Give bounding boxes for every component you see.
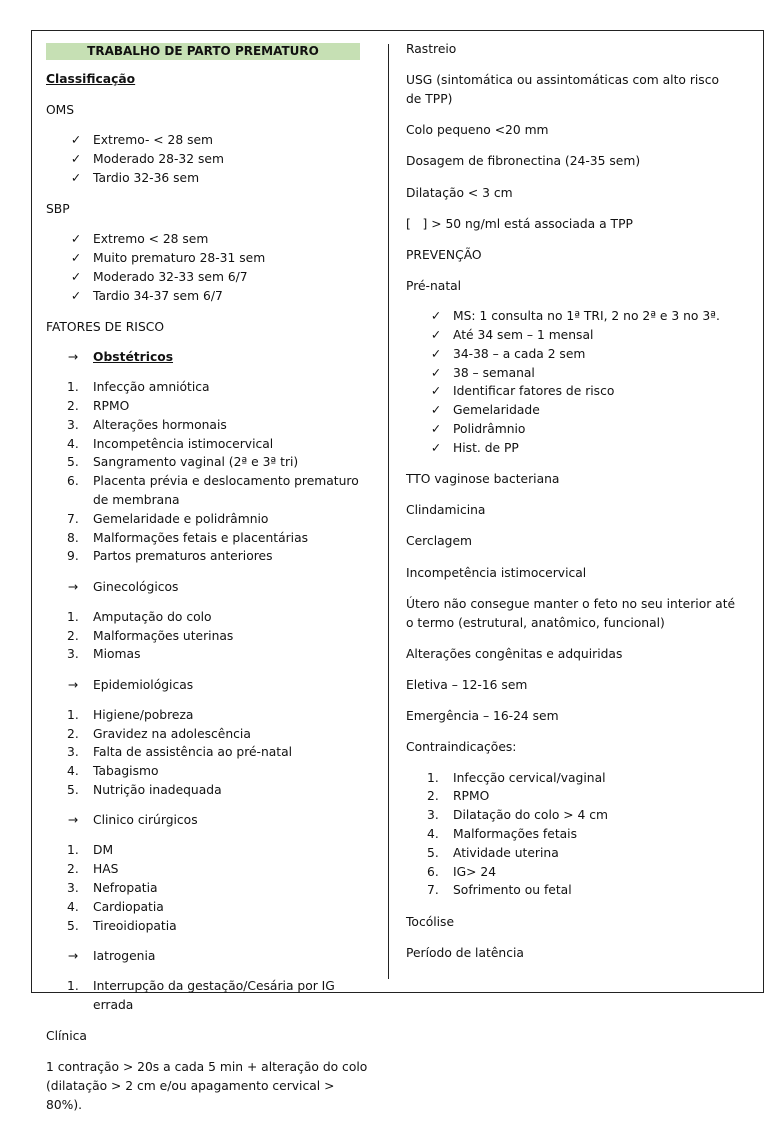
text-clindamicina: Clindamicina — [406, 503, 486, 518]
text-incompetencia: Incompetência istimocervical — [406, 565, 587, 580]
group-epidemiologicas: → Epidemiológicas — [46, 676, 372, 695]
list-item-text: Malformações uterinas — [93, 628, 234, 643]
list-number: 3. — [67, 745, 79, 760]
list-number: 2. — [427, 789, 439, 804]
list-number: 2. — [67, 862, 79, 877]
list-item-text: 34-38 – a cada 2 sem — [453, 346, 586, 361]
list-item-text: RPMO — [453, 789, 490, 804]
list-item — [46, 608, 372, 627]
list-item — [406, 787, 736, 806]
list-number: 3. — [427, 808, 439, 823]
left-column — [46, 40, 372, 1127]
text-emergencia: Emergência – 16-24 sem — [406, 709, 559, 724]
list-item-text: Infecção amniótica — [93, 380, 210, 395]
check-icon: ✓ — [70, 251, 82, 266]
list-item-text: Miomas — [93, 647, 141, 662]
list-item — [46, 249, 372, 268]
list-item-text: Tardio 32-36 sem — [93, 170, 200, 185]
list-item-text: Gemelaridade e polidrâmnio — [93, 511, 269, 526]
list-item — [46, 860, 372, 879]
check-icon: ✓ — [70, 232, 82, 247]
list-item-text: Gemelaridade — [453, 403, 540, 418]
text-concentracao: [ ] > 50 ng/ml está associada a TPP — [406, 216, 633, 231]
check-icon: ✓ — [70, 269, 82, 284]
list-number: 8. — [67, 530, 79, 545]
list-item — [406, 307, 736, 326]
list-number: 5. — [67, 918, 79, 933]
list-item-text: Falta de assistência ao pré-natal — [93, 745, 293, 760]
text-alteracoes: Alterações congênitas e adquiridas — [406, 646, 623, 661]
list-item-text: Malformações fetais e placentárias — [93, 530, 309, 545]
list-item — [46, 169, 372, 188]
list-number: 6. — [427, 864, 439, 879]
text-dilatacao: Dilatação < 3 cm — [406, 185, 513, 200]
list-item — [406, 825, 736, 844]
contraindicacoes-list — [406, 769, 736, 901]
list-item-text: Identificar fatores de risco — [453, 384, 615, 399]
list-number: 5. — [67, 455, 79, 470]
check-icon: ✓ — [430, 346, 442, 361]
list-item — [406, 881, 736, 900]
list-item-text: Extremo < 28 sem — [93, 232, 209, 247]
list-item-text: Nefropatia — [93, 880, 158, 895]
list-item — [46, 230, 372, 249]
check-icon: ✓ — [430, 422, 442, 437]
list-item-text: Hist. de PP — [453, 440, 519, 455]
list-item — [406, 326, 736, 345]
arrow-right-icon: → — [68, 579, 79, 594]
check-icon: ✓ — [430, 365, 442, 380]
list-item-text: Partos prematuros anteriores — [93, 549, 273, 564]
list-item — [46, 781, 372, 800]
list-number: 1. — [427, 770, 439, 785]
text-colo: Colo pequeno <20 mm — [406, 123, 549, 138]
group-clinico-cirurgicos: → Clinico cirúrgicos — [46, 811, 372, 830]
list-item — [46, 268, 372, 287]
group-iatrogenia: → Iatrogenia — [46, 947, 372, 966]
list-item — [406, 863, 736, 882]
list-item — [46, 287, 372, 306]
heading-fatores-de-risco: FATORES DE RISCO — [46, 319, 165, 334]
heading-tocolise: Tocólise — [406, 914, 455, 929]
arrow-right-icon: → — [68, 948, 79, 963]
list-item — [46, 841, 372, 860]
list-item — [46, 150, 372, 169]
list-item — [46, 547, 372, 566]
heading-clinica: Clínica — [46, 1028, 87, 1043]
list-item — [406, 844, 736, 863]
list-item-text: Tardio 34-37 sem 6/7 — [93, 288, 223, 303]
prenatal-list — [406, 307, 736, 457]
list-item-text: Alterações hormonais — [93, 417, 227, 432]
list-item — [406, 345, 736, 364]
list-item — [46, 725, 372, 744]
list-number: 1. — [67, 707, 79, 722]
list-number: 3. — [67, 417, 79, 432]
list-item-text: Moderado 32-33 sem 6/7 — [93, 269, 248, 284]
list-item — [46, 378, 372, 397]
list-item-text: Malformações fetais — [453, 826, 578, 841]
check-icon: ✓ — [70, 170, 82, 185]
list-item — [46, 472, 372, 510]
list-item — [46, 416, 372, 435]
text-usg: USG (sintomática ou assintomáticas com alto risco de TPP) — [406, 73, 719, 106]
list-item-text: Atividade uterina — [453, 845, 559, 860]
list-number: 1. — [67, 609, 79, 624]
list-item-text: Até 34 sem – 1 mensal — [453, 328, 594, 343]
list-number: 2. — [67, 399, 79, 414]
iatrogenia-list — [46, 977, 372, 1015]
list-item-text: DM — [93, 843, 114, 858]
check-icon: ✓ — [430, 328, 442, 343]
list-number: 1. — [67, 380, 79, 395]
clinico-list — [46, 841, 372, 935]
list-item — [406, 806, 736, 825]
text-latencia: Período de latência — [406, 945, 524, 960]
oms-list — [46, 131, 372, 187]
list-number: 1. — [67, 978, 79, 993]
check-icon: ✓ — [70, 133, 82, 148]
ginecologicos-list — [46, 608, 372, 664]
text-eletiva: Eletiva – 12-16 sem — [406, 677, 528, 692]
list-number: 5. — [427, 845, 439, 860]
clinica-text: 1 contração > 20s a cada 5 min + alteração do colo (dilatação > 2 cm e/ou apagamento cervical > 80%). — [46, 1060, 368, 1112]
list-item-text: Interrupção da gestação/Cesária por IG errada — [93, 978, 335, 1012]
group-obstetricos: → Obstétricos — [46, 348, 372, 367]
list-number: 1. — [67, 843, 79, 858]
list-item — [406, 401, 736, 420]
column-divider — [388, 44, 389, 979]
list-item-text: Muito prematuro 28-31 sem — [93, 251, 266, 266]
list-item-text: MS: 1 consulta no 1ª TRI, 2 no 2ª e 3 no 3ª. — [453, 309, 720, 324]
list-item — [46, 131, 372, 150]
list-item-text: Dilatação do colo > 4 cm — [453, 808, 608, 823]
list-item — [46, 743, 372, 762]
page-title: TRABALHO DE PARTO PREMATURO — [46, 43, 360, 60]
list-number: 5. — [67, 783, 79, 797]
list-item — [46, 706, 372, 725]
heading-classificacao: Classificação — [46, 72, 136, 86]
list-item-text: IG> 24 — [453, 864, 497, 879]
heading-sbp: SBP — [46, 202, 70, 217]
epidemiologicas-list — [46, 706, 372, 800]
check-icon: ✓ — [70, 288, 82, 303]
list-number: 2. — [67, 726, 79, 741]
check-icon: ✓ — [70, 152, 82, 167]
list-number: 4. — [67, 764, 79, 779]
list-item-text: Tabagismo — [93, 764, 159, 779]
arrow-right-icon: → — [68, 813, 79, 828]
list-item-text: Tireoidiopatia — [93, 918, 177, 933]
sbp-list — [46, 230, 372, 305]
list-item-text: Incompetência istimocervical — [93, 436, 274, 451]
list-item — [406, 420, 736, 439]
list-item-text: HAS — [93, 862, 119, 877]
list-number: 6. — [67, 474, 79, 489]
list-item-text: Cardiopatia — [93, 899, 164, 914]
list-number: 2. — [67, 628, 79, 643]
list-item-text: Gravidez na adolescência — [93, 726, 251, 741]
list-item-text: Nutrição inadequada — [93, 783, 222, 797]
list-item — [46, 397, 372, 416]
list-item-text: RPMO — [93, 399, 130, 414]
list-number: 4. — [427, 826, 439, 841]
list-item — [406, 769, 736, 788]
list-item-text: Amputação do colo — [93, 609, 212, 624]
list-item-text: Higiene/pobreza — [93, 707, 194, 722]
check-icon: ✓ — [430, 440, 442, 455]
list-item — [406, 439, 736, 458]
arrow-right-icon: → — [68, 677, 79, 692]
list-item — [406, 364, 736, 383]
check-icon: ✓ — [430, 384, 442, 399]
list-item — [46, 917, 372, 936]
heading-prenatal: Pré-natal — [406, 279, 462, 294]
check-icon: ✓ — [430, 403, 442, 418]
heading-prevencao: PREVENÇÃO — [406, 247, 482, 262]
list-item — [406, 382, 736, 401]
list-item — [46, 529, 372, 548]
list-item-text: Polidrâmnio — [453, 422, 526, 437]
heading-contraindicacoes: Contraindicações: — [406, 740, 517, 755]
list-item-text: Extremo- < 28 sem — [93, 133, 214, 148]
group-ginecologicos: → Ginecológicos — [46, 578, 372, 597]
heading-rastreio: Rastreio — [406, 42, 457, 56]
list-item — [46, 435, 372, 454]
list-number: 3. — [67, 647, 79, 662]
list-number: 4. — [67, 436, 79, 451]
text-fibronectina: Dosagem de fibronectina (24-35 sem) — [406, 154, 641, 169]
list-item — [46, 453, 372, 472]
list-item-text: 38 – semanal — [453, 365, 535, 380]
list-item-text: Moderado 28-32 sem — [93, 152, 224, 167]
list-item-text: Sangramento vaginal (2ª e 3ª tri) — [93, 455, 299, 470]
heading-oms: OMS — [46, 103, 75, 118]
list-number: 7. — [67, 511, 79, 526]
list-item — [46, 879, 372, 898]
arrow-right-icon: → — [68, 350, 79, 365]
list-item-text: Sofrimento ou fetal — [453, 883, 572, 898]
risk-factors-list — [46, 348, 372, 367]
list-number: 4. — [67, 899, 79, 914]
list-item — [46, 977, 372, 1015]
list-item — [46, 898, 372, 917]
text-tto: TTO vaginose bacteriana — [406, 472, 560, 487]
text-utero: Útero não consegue manter o feto no seu interior até o termo (estrutural, anatômico, funcional) — [406, 596, 736, 630]
check-icon: ✓ — [430, 309, 442, 324]
heading-cerclagem: Cerclagem — [406, 534, 472, 549]
obstetricos-list — [46, 378, 372, 566]
list-number: 7. — [427, 883, 439, 898]
right-column — [406, 40, 736, 975]
list-item-text: Placenta prévia e deslocamento prematuro de membrana — [93, 474, 359, 508]
list-number: 9. — [67, 549, 79, 564]
list-item-text: Infecção cervical/vaginal — [453, 770, 606, 785]
list-item — [46, 627, 372, 646]
list-item — [46, 645, 372, 664]
list-item — [46, 510, 372, 529]
list-item — [46, 762, 372, 781]
list-number: 3. — [67, 880, 79, 895]
